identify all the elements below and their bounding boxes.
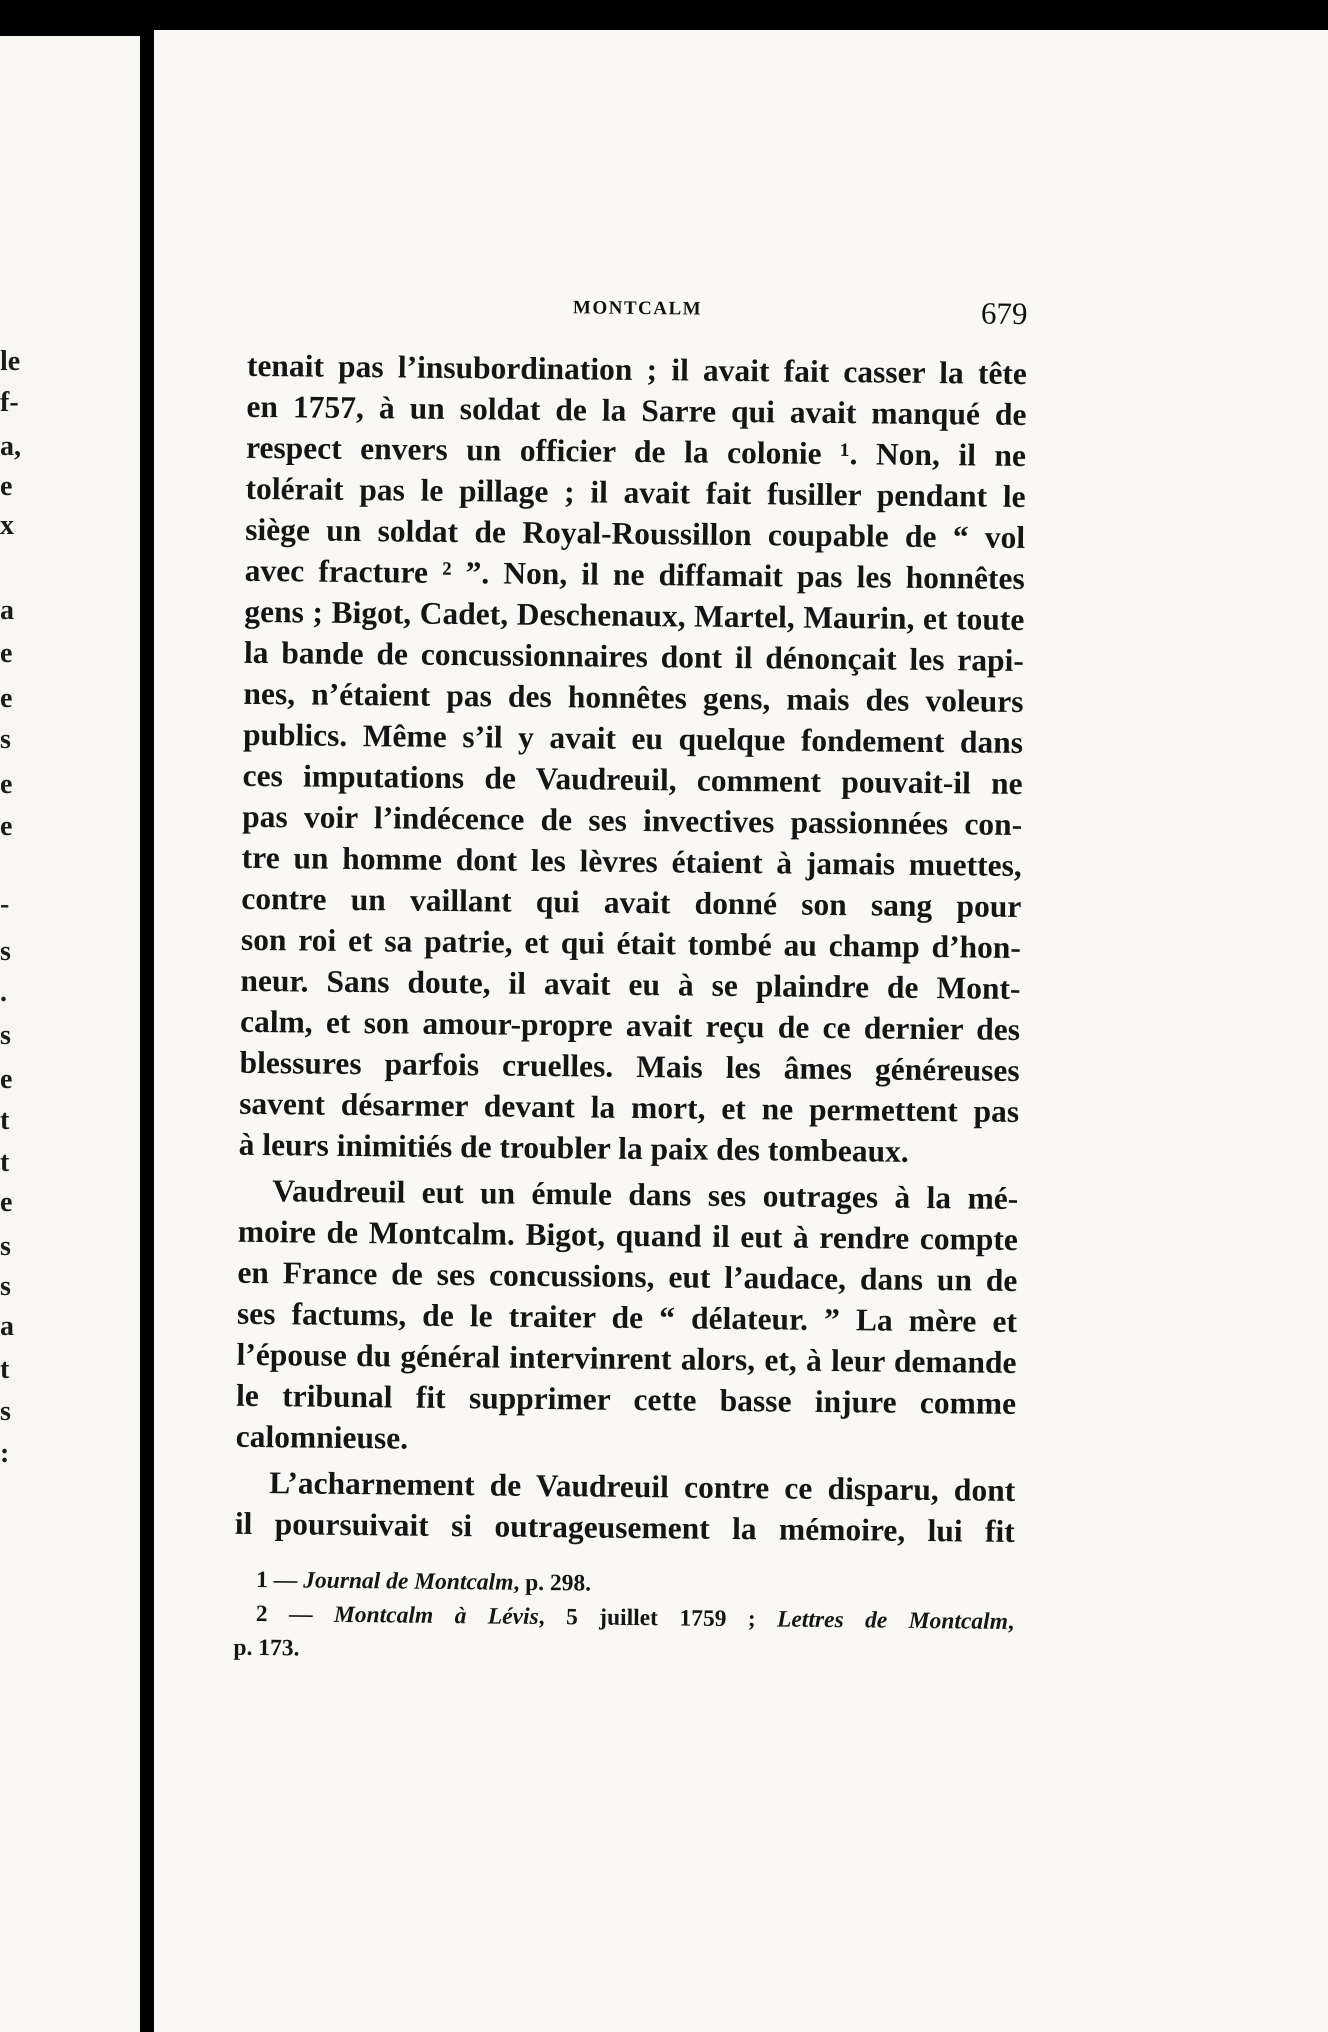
left-page-fragment: t — [0, 1147, 10, 1178]
footnote-source-title: Lettres de Montcalm — [776, 1606, 1009, 1635]
text-line: moire de Montcalm. Bigot, quand il eut à rendre compte — [237, 1213, 1019, 1257]
running-title: MONTCALM — [572, 297, 703, 320]
text-line: publics. Même s’il y avait eu quelque fondement dans — [242, 716, 1024, 760]
left-page-fragment: e — [0, 769, 13, 800]
text-line: il poursuivait si outrageusement la mémoire, lui fit — [234, 1505, 1015, 1549]
footnote-marker: 1 — — [256, 1567, 304, 1594]
page-content — [230, 26, 1031, 2032]
scan-top-edge — [154, 0, 1328, 30]
left-page-fragment: : — [0, 1438, 10, 1469]
text-line: contre un vaillant qui avait donné son sang pour — [241, 880, 1022, 924]
left-page-fragment: a, — [0, 431, 21, 462]
text-line: son roi et sa patrie, et qui était tombé au champ d’hon- — [240, 921, 1022, 965]
left-page-fragment: s — [0, 1231, 11, 1262]
left-page-fragment: a — [0, 595, 14, 626]
text-line: ses factums, de le traiter de “ délateur. ” La mère et — [236, 1295, 1018, 1339]
text-line: Vaudreuil eut un émule dans ses outrages à la mé- — [272, 1173, 1019, 1216]
footnote-1 — [234, 1564, 1014, 1604]
text-line: pas voir l’indécence de ses invectives passionnées con- — [242, 798, 1023, 842]
left-page-fragment: x — [0, 510, 14, 541]
text-line: en 1757, à un soldat de la Sarre qui avait manqué de — [246, 388, 1027, 433]
text-line: blessures parfois cruelles. Mais les âmes généreuses — [239, 1044, 1020, 1088]
left-page-fragment: e — [0, 683, 13, 714]
footnote-2-continuation: p. 173. — [233, 1634, 300, 1662]
left-page-fragment: s — [0, 1271, 11, 1302]
page-number: 679 — [980, 295, 1028, 332]
text-line: L’acharnement de Vaudreuil contre ce disparu, dont — [269, 1465, 1016, 1508]
right-page — [154, 30, 1328, 2032]
text-line: le tribunal fit supprimer cette basse injure comme — [235, 1377, 1017, 1421]
footnote-source-title: Montcalm à Lévis — [333, 1601, 539, 1630]
left-page-text-fragments — [0, 36, 140, 2032]
text-line: nes, n’étaient pas des honnêtes gens, mais des voleurs — [243, 675, 1024, 719]
left-page-fragment: - — [0, 889, 10, 920]
text-line: l’épouse du général intervinrent alors, et, à leur demande — [236, 1336, 1017, 1380]
text-line: neur. Sans doute, il avait eu à se plaindre de Mont- — [240, 962, 1021, 1006]
text-line: respect envers un officier de la colonie ¹. Non, il ne — [245, 429, 1027, 474]
left-page-fragment: s — [0, 724, 11, 755]
left-page-fragment: le — [0, 346, 21, 377]
text-line: à leurs inimitiés de troubler la paix des tombeaux. — [238, 1126, 909, 1169]
footnote-text: , p. 298. — [513, 1569, 592, 1597]
page-gutter — [140, 0, 154, 2032]
left-page-fragment: s — [0, 936, 11, 967]
text-line: ces imputations de Vaudreuil, comment pouvait-il ne — [242, 757, 1023, 801]
running-head — [247, 288, 1027, 336]
text-line: savent désarmer devant la mort, et ne permettent pas — [239, 1085, 1020, 1129]
left-page-fragment: s — [0, 1020, 11, 1051]
text-line: tolérait pas le pillage ; il avait fait fusiller pendant le — [245, 470, 1026, 515]
left-page-fragment: e — [0, 1064, 13, 1095]
left-page-fragment: e — [0, 638, 13, 669]
footnote-marker: 2 — — [255, 1601, 335, 1628]
text-line: calomnieuse. — [235, 1418, 409, 1456]
text-line: siège un soldat de Royal-Roussillon coupable de “ vol — [245, 511, 1026, 556]
left-page-fragment: s — [0, 1396, 11, 1427]
left-page-fragment: . — [0, 977, 7, 1008]
footnote-source-title: Journal de Montcalm — [303, 1567, 514, 1596]
left-page — [0, 36, 140, 2032]
left-page-fragment: f- — [0, 387, 19, 418]
left-page-fragment: e — [0, 1187, 13, 1218]
left-page-fragment: e — [0, 811, 13, 842]
text-line: avec fracture ² ”. Non, il ne diffamait pas les honnêtes — [244, 552, 1025, 597]
left-page-fragment: e — [0, 471, 13, 502]
footnote-text: , — [1007, 1608, 1014, 1635]
text-line: tre un homme dont les lèvres étaient à jamais muettes, — [241, 839, 1022, 883]
text-line: la bande de concussionnaires dont il dénonçait les rapi- — [243, 634, 1025, 678]
text-line: calm, et son amour-propre avait reçu de ce dernier des — [239, 1003, 1021, 1047]
footnote-text: , 5 juillet 1759 ; — [538, 1603, 778, 1633]
text-line: gens ; Bigot, Cadet, Deschenaux, Martel, Maurin, et toute — [244, 593, 1025, 638]
text-line: en France de ses concussions, eut l’audace, dans un de — [237, 1254, 1018, 1298]
footnote-2 — [234, 1598, 1014, 1638]
left-page-fragment: t — [0, 1354, 10, 1385]
left-page-fragment: a — [0, 1311, 14, 1342]
left-page-fragment: t — [0, 1105, 10, 1136]
text-line: tenait pas l’insubordination ; il avait fait casser la tête — [246, 347, 1028, 392]
